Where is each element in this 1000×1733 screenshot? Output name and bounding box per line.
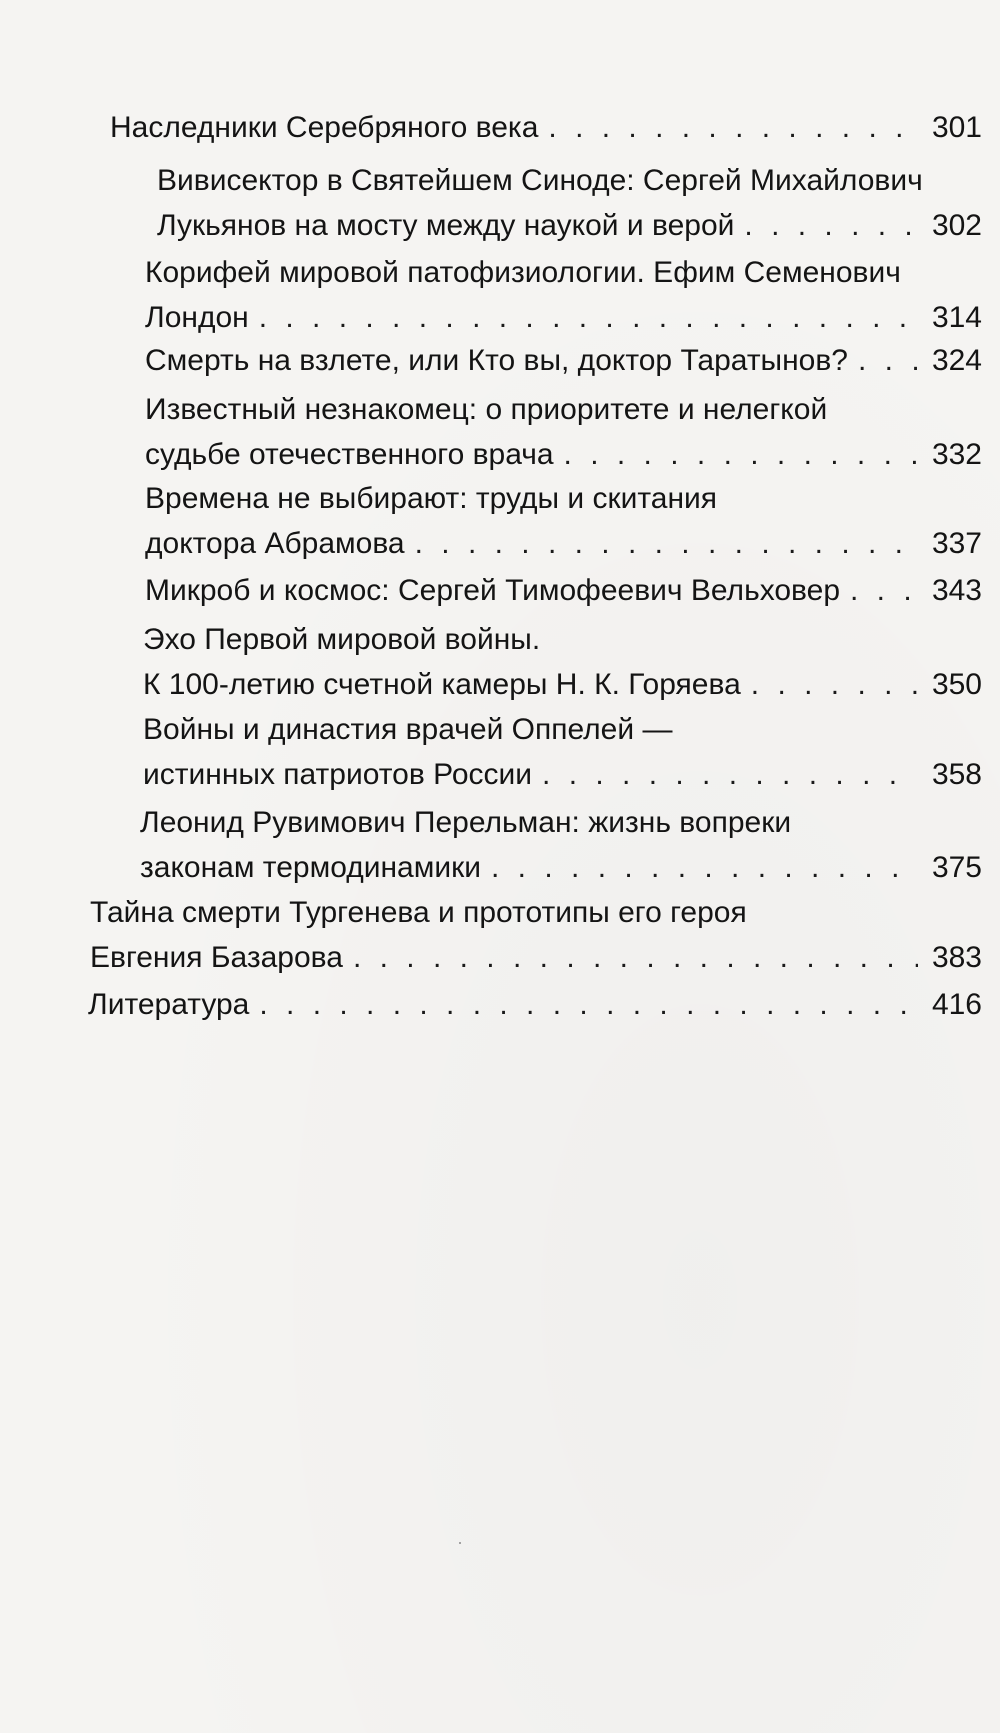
toc-entry-perelman[interactable] (140, 800, 982, 890)
toc-page-number: 332 (931, 438, 982, 471)
toc-entry-line (157, 203, 982, 248)
toc-entry-line (90, 935, 982, 980)
toc-entry-title: Лондон (145, 301, 249, 334)
dot-leader (564, 432, 918, 477)
toc-entry-title: Евгения Базарова (90, 941, 343, 974)
toc-entry-goryaev[interactable] (143, 617, 982, 707)
toc-page-number: 337 (931, 527, 982, 560)
toc-entry-title: Микроб и космос: Сергей Тимофеевич Вельховер (145, 574, 841, 607)
toc-entry-title: Наследники Серебряного века (110, 111, 539, 144)
toc-page-number: 358 (931, 758, 982, 791)
toc-entry-velkhover[interactable] (145, 568, 982, 613)
toc-page-number: 343 (931, 574, 982, 607)
toc-entry-unknown-doctor[interactable] (145, 387, 982, 477)
toc-entry-title: Лукьянов на мосту между наукой и верой (157, 209, 735, 242)
dot-leader (259, 982, 918, 1027)
toc-entry-line (88, 982, 982, 1027)
toc-entry-title-line: Корифей мировой патофизиологии. Ефим Семенович (145, 256, 901, 289)
dot-leader (548, 105, 918, 150)
toc-page-number: 416 (931, 988, 982, 1021)
toc-entry-title-line: Вивисектор в Святейшем Синоде: Сергей Михайлович (157, 164, 923, 197)
toc-entry-taratynov[interactable] (145, 338, 982, 383)
toc-entry-line (110, 105, 982, 150)
toc-entry-title: истинных патриотов России (143, 758, 533, 791)
toc-entry-title-line: Известный незнакомец: о приоритете и нелегкой (145, 393, 828, 426)
toc-entry-title-line: Времена не выбирают: труды и скитания (145, 482, 718, 515)
toc-entry-title-line: Эхо Первой мировой войны. (143, 623, 541, 656)
toc-entry-silver-age-heirs[interactable] (110, 105, 982, 150)
toc-entry-title-line: Тайна смерти Тургенева и прототипы его героя (90, 896, 747, 929)
toc-entry-line (143, 662, 982, 707)
toc-entry-line (145, 568, 982, 613)
paper-speck (459, 1542, 461, 1544)
toc-entry-line (145, 338, 982, 383)
toc-entry-line (145, 521, 982, 566)
dot-leader (542, 752, 918, 797)
toc-page-number: 314 (931, 301, 982, 334)
toc-entry-title: К 100-летию счетной камеры Н. К. Горяева (143, 668, 741, 701)
dot-leader (415, 521, 918, 566)
toc-entry-line (140, 845, 982, 890)
toc-entry-title-line: Войны и династия врачей Оппелей — (143, 713, 673, 746)
toc-entry-title: судьбе отечественного врача (145, 438, 554, 471)
toc-entry-turgenev[interactable] (90, 890, 982, 980)
toc-entry-lukyanov[interactable] (157, 158, 982, 248)
toc-page-number: 324 (931, 344, 982, 377)
toc-page-number: 383 (931, 941, 982, 974)
dot-leader (491, 845, 918, 890)
toc-entry-title-line: Леонид Рувимович Перельман: жизнь вопреки (140, 806, 792, 839)
dot-leader (850, 568, 918, 613)
dot-leader (751, 662, 918, 707)
toc-entry-literature[interactable] (88, 982, 982, 1027)
toc-entry-london[interactable] (145, 250, 982, 340)
dot-leader (744, 203, 918, 248)
toc-entry-title: Литература (88, 988, 250, 1021)
dot-leader (858, 338, 918, 383)
toc-page-number: 301 (931, 111, 982, 144)
toc-entry-title: законам термодинамики (140, 851, 482, 884)
toc-page-number: 375 (931, 851, 982, 884)
toc-entry-oppel[interactable] (143, 707, 982, 797)
toc-page-number: 302 (931, 209, 982, 242)
toc-entry-line (145, 295, 982, 340)
dot-leader (353, 935, 918, 980)
toc-entry-title: доктора Абрамова (145, 527, 405, 560)
toc-entry-line (145, 432, 982, 477)
toc-entry-abramov[interactable] (145, 476, 982, 566)
toc-entry-line (143, 752, 982, 797)
toc-page-number: 350 (931, 668, 982, 701)
toc-entry-title: Смерть на взлете, или Кто вы, доктор Таратынов? (145, 344, 848, 377)
dot-leader (259, 295, 918, 340)
